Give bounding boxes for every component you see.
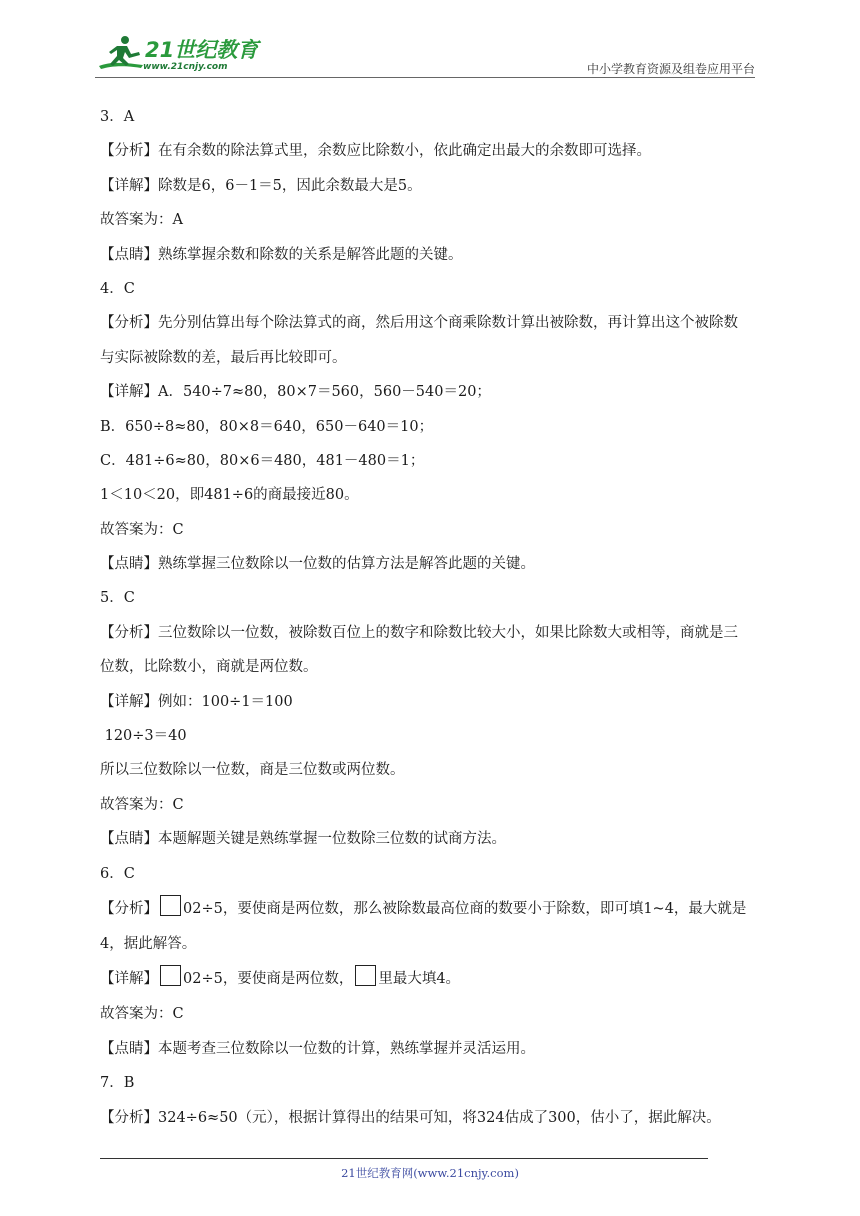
answer-number: 6．C: [100, 865, 135, 882]
analysis-line: 位数，比除数小，商就是两位数。: [100, 659, 318, 676]
answer-line: 故答案为：A: [100, 212, 183, 229]
site-logo: [95, 32, 265, 76]
answer-content: [100, 100, 762, 1135]
blank-box-icon: [355, 965, 376, 986]
blank-box-icon: [160, 965, 181, 986]
detail-line: 【详解】除数是6，6－1＝5，因此余数最大是5。: [100, 177, 422, 194]
header-divider: [95, 77, 755, 78]
detail-text: 02÷5，要使商是两位数，: [183, 971, 354, 988]
detail-line: 120÷3＝40: [100, 728, 187, 745]
logo-text: 21世纪教育: [145, 38, 259, 62]
detail-line: 【详解】例如：100÷1＝100: [100, 693, 293, 710]
analysis-text: 02÷5，要使商是两位数，那么被除数最高位商的数要小于除数，即可填1~4，最大就是: [183, 900, 747, 917]
blank-box-icon: [160, 895, 181, 916]
detail-line: B．650÷8≈80，80×8＝640，650－640＝10；: [100, 418, 434, 435]
answer-number: 5．C: [100, 590, 135, 607]
footer-text: 21世纪教育网(www.21cnjy.com): [341, 1166, 519, 1180]
analysis-line: 【分析】在有余数的除法算式里，余数应比除数小，依此确定出最大的余数即可选择。: [100, 143, 651, 160]
analysis-line: 【分析】324÷6≈50（元），根据计算得出的结果可知，将324估成了300，估小了，据此解决。: [100, 1109, 721, 1126]
detail-line: 1＜10＜20，即481÷6的商最接近80。: [100, 487, 359, 504]
detail-prefix: 【详解】: [100, 971, 158, 988]
q6-detail-line: [100, 961, 762, 997]
analysis-line: 【分析】三位数除以一位数，被除数百位上的数字和除数比较大小，如果比除数大或相等，商就是三: [100, 624, 738, 641]
point-line: 【点睛】本题考查三位数除以一位数的计算，熟练掌握并灵活运用。: [100, 1040, 535, 1057]
point-line: 【点睛】熟练掌握余数和除数的关系是解答此题的关键。: [100, 246, 463, 263]
detail-line: 所以三位数除以一位数，商是三位数或两位数。: [100, 762, 405, 779]
point-line: 【点睛】熟练掌握三位数除以一位数的估算方法是解答此题的关键。: [100, 556, 535, 573]
header-platform-text: 中小学教育资源及组卷应用平台: [586, 62, 755, 76]
analysis-line: 【分析】先分别估算出每个除法算式的商，然后用这个商乘除数计算出被除数，再计算出这个被除数: [100, 315, 738, 332]
analysis-line: 与实际被除数的差，最后再比较即可。: [100, 349, 347, 366]
answer-number: 4．C: [100, 280, 135, 297]
detail-line: 【详解】A．540÷7≈80，80×7＝560，560－540＝20；: [100, 384, 491, 401]
footer-divider: [100, 1158, 708, 1159]
q6-analysis-line: [100, 891, 762, 927]
logo-url: www.21cnjy.com: [143, 62, 228, 72]
answer-line: 故答案为：C: [100, 796, 184, 813]
detail-end: 里最大填4。: [378, 971, 461, 988]
q6-analysis-line2: 4，据此解答。: [100, 935, 197, 952]
runner-icon: [95, 32, 147, 76]
page-header: [95, 30, 755, 80]
answer-number: 7．B: [100, 1075, 135, 1092]
answer-line: 故答案为：C: [100, 521, 184, 538]
answer-number: 3．A: [100, 109, 135, 125]
analysis-prefix: 【分析】: [100, 900, 158, 917]
detail-line: C．481÷6≈80，80×6＝480，481－480＝1；: [100, 452, 425, 469]
point-line: 【点睛】本题解题关键是熟练掌握一位数除三位数的试商方法。: [100, 831, 506, 848]
answer-line: 故答案为：C: [100, 1006, 184, 1023]
